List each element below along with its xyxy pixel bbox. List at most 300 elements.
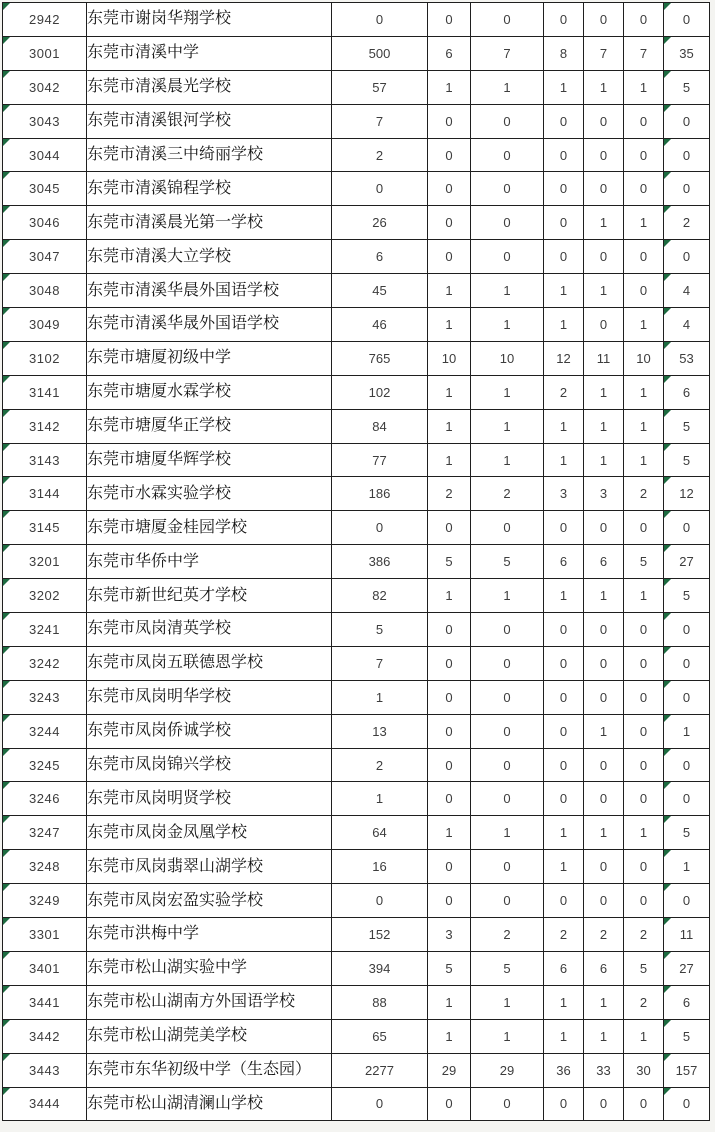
total-value-cell[interactable] — [664, 206, 710, 240]
value-cell[interactable] — [544, 850, 584, 884]
value-cell[interactable] — [332, 579, 428, 613]
school-name-cell[interactable] — [87, 104, 332, 138]
value-cell[interactable] — [428, 511, 471, 545]
value-cell[interactable] — [624, 579, 664, 613]
school-code-cell[interactable] — [3, 409, 87, 443]
total-value-cell[interactable] — [664, 985, 710, 1019]
value-cell[interactable] — [428, 748, 471, 782]
school-code-cell[interactable] — [3, 985, 87, 1019]
value-cell[interactable] — [624, 613, 664, 647]
school-name-cell[interactable] — [87, 680, 332, 714]
value-cell[interactable] — [544, 308, 584, 342]
value-text: 6 — [599, 960, 608, 976]
school-name-cell[interactable] — [87, 951, 332, 985]
school-name-cell[interactable] — [87, 850, 332, 884]
school-code-cell[interactable] — [3, 579, 87, 613]
school-code-cell[interactable] — [3, 3, 87, 37]
school-name-cell[interactable] — [87, 1087, 332, 1121]
value-cell[interactable] — [624, 816, 664, 850]
value-cell[interactable] — [332, 714, 428, 748]
value-cell[interactable] — [584, 850, 624, 884]
value-cell[interactable] — [624, 104, 664, 138]
total-value-cell[interactable] — [664, 477, 710, 511]
school-name-cell[interactable] — [87, 341, 332, 375]
value-cell[interactable] — [584, 36, 624, 70]
value-cell[interactable] — [471, 274, 544, 308]
school-code-cell[interactable] — [3, 1087, 87, 1121]
value-cell[interactable] — [471, 409, 544, 443]
value-cell[interactable] — [471, 36, 544, 70]
value-cell[interactable] — [624, 545, 664, 579]
school-code-cell[interactable] — [3, 375, 87, 409]
value-cell[interactable] — [428, 341, 471, 375]
school-name-cell[interactable] — [87, 409, 332, 443]
value-cell[interactable] — [584, 240, 624, 274]
school-code-cell[interactable] — [3, 680, 87, 714]
value-cell[interactable] — [624, 70, 664, 104]
value-cell[interactable] — [624, 850, 664, 884]
school-code-cell[interactable] — [3, 206, 87, 240]
value-cell[interactable] — [471, 1053, 544, 1087]
value-cell[interactable] — [584, 1019, 624, 1053]
value-cell[interactable] — [584, 274, 624, 308]
value-cell[interactable] — [332, 3, 428, 37]
school-code-cell[interactable] — [3, 1053, 87, 1087]
total-value-cell[interactable] — [664, 138, 710, 172]
value-cell[interactable] — [624, 36, 664, 70]
value-cell[interactable] — [428, 274, 471, 308]
value-cell[interactable] — [428, 240, 471, 274]
value-cell[interactable] — [544, 375, 584, 409]
school-name-cell[interactable] — [87, 477, 332, 511]
value-cell[interactable] — [544, 172, 584, 206]
value-cell[interactable] — [544, 511, 584, 545]
value-cell[interactable] — [471, 375, 544, 409]
total-value-cell[interactable] — [664, 274, 710, 308]
value-cell[interactable] — [428, 138, 471, 172]
value-cell[interactable] — [471, 172, 544, 206]
school-name-cell[interactable] — [87, 545, 332, 579]
value-cell[interactable] — [471, 680, 544, 714]
value-cell[interactable] — [428, 206, 471, 240]
value-cell[interactable] — [624, 1053, 664, 1087]
value-cell[interactable] — [332, 375, 428, 409]
school-name-cell[interactable] — [87, 816, 332, 850]
value-cell[interactable] — [428, 918, 471, 952]
value-cell[interactable] — [584, 545, 624, 579]
value-cell[interactable] — [544, 70, 584, 104]
value-cell[interactable] — [544, 1053, 584, 1087]
value-cell[interactable] — [584, 104, 624, 138]
value-cell[interactable] — [584, 782, 624, 816]
total-value-cell[interactable] — [664, 613, 710, 647]
value-cell[interactable] — [471, 816, 544, 850]
total-value-cell[interactable] — [664, 308, 710, 342]
value-cell[interactable] — [544, 918, 584, 952]
value-cell[interactable] — [428, 3, 471, 37]
value-cell[interactable] — [584, 884, 624, 918]
value-cell[interactable] — [584, 70, 624, 104]
school-name-cell[interactable] — [87, 1019, 332, 1053]
value-cell[interactable] — [544, 477, 584, 511]
value-cell[interactable] — [624, 3, 664, 37]
value-cell[interactable] — [584, 409, 624, 443]
value-cell[interactable] — [544, 579, 584, 613]
value-cell[interactable] — [624, 409, 664, 443]
school-code-cell[interactable] — [3, 951, 87, 985]
value-cell[interactable] — [332, 104, 428, 138]
total-value-cell[interactable] — [664, 104, 710, 138]
school-code-cell[interactable] — [3, 714, 87, 748]
value-cell[interactable] — [428, 714, 471, 748]
school-name-cell[interactable] — [87, 918, 332, 952]
value-cell[interactable] — [471, 714, 544, 748]
total-value-cell[interactable] — [664, 1053, 710, 1087]
total-value-cell[interactable] — [664, 782, 710, 816]
value-cell[interactable] — [428, 443, 471, 477]
school-code-cell[interactable] — [3, 918, 87, 952]
school-code-cell[interactable] — [3, 104, 87, 138]
value-cell[interactable] — [544, 816, 584, 850]
value-cell[interactable] — [428, 782, 471, 816]
value-cell[interactable] — [471, 1019, 544, 1053]
school-code-cell[interactable] — [3, 511, 87, 545]
school-name-cell[interactable] — [87, 985, 332, 1019]
total-value-cell[interactable] — [664, 816, 710, 850]
value-cell[interactable] — [584, 1053, 624, 1087]
value-cell[interactable] — [428, 409, 471, 443]
value-cell[interactable] — [332, 409, 428, 443]
value-cell[interactable] — [624, 951, 664, 985]
total-value-cell[interactable] — [664, 341, 710, 375]
value-cell[interactable] — [471, 951, 544, 985]
school-code-cell[interactable] — [3, 884, 87, 918]
value-cell[interactable] — [428, 545, 471, 579]
total-value-cell[interactable] — [664, 680, 710, 714]
school-code-cell[interactable] — [3, 240, 87, 274]
value-cell[interactable] — [624, 918, 664, 952]
value-cell[interactable] — [471, 70, 544, 104]
value-cell[interactable] — [584, 511, 624, 545]
value-cell[interactable] — [624, 443, 664, 477]
value-cell[interactable] — [332, 985, 428, 1019]
school-name-cell[interactable] — [87, 782, 332, 816]
value-cell[interactable] — [332, 36, 428, 70]
value-cell[interactable] — [584, 816, 624, 850]
value-cell[interactable] — [332, 782, 428, 816]
school-code-cell[interactable] — [3, 782, 87, 816]
value-cell[interactable] — [428, 477, 471, 511]
school-code-cell[interactable] — [3, 477, 87, 511]
value-cell[interactable] — [544, 748, 584, 782]
value-cell[interactable] — [471, 646, 544, 680]
value-cell[interactable] — [471, 613, 544, 647]
value-cell[interactable] — [584, 375, 624, 409]
value-cell[interactable] — [332, 443, 428, 477]
value-cell[interactable] — [584, 680, 624, 714]
value-cell[interactable] — [584, 748, 624, 782]
value-cell[interactable] — [584, 951, 624, 985]
value-cell[interactable] — [332, 511, 428, 545]
value-cell[interactable] — [428, 985, 471, 1019]
value-cell[interactable] — [584, 579, 624, 613]
school-code-cell[interactable] — [3, 1019, 87, 1053]
value-cell[interactable] — [584, 443, 624, 477]
school-name-cell[interactable] — [87, 884, 332, 918]
school-code-cell[interactable] — [3, 70, 87, 104]
total-value-cell[interactable] — [664, 884, 710, 918]
value-cell[interactable] — [544, 646, 584, 680]
value-cell[interactable] — [584, 172, 624, 206]
value-cell[interactable] — [624, 308, 664, 342]
value-cell[interactable] — [471, 782, 544, 816]
value-cell[interactable] — [584, 646, 624, 680]
value-cell[interactable] — [471, 3, 544, 37]
value-cell[interactable] — [332, 748, 428, 782]
value-cell[interactable] — [428, 816, 471, 850]
value-cell[interactable] — [584, 138, 624, 172]
value-cell[interactable] — [332, 341, 428, 375]
value-cell[interactable] — [544, 3, 584, 37]
value-cell[interactable] — [624, 1019, 664, 1053]
value-cell[interactable] — [544, 782, 584, 816]
value-cell[interactable] — [471, 206, 544, 240]
value-cell[interactable] — [428, 613, 471, 647]
school-code-cell[interactable] — [3, 274, 87, 308]
school-name-cell[interactable] — [87, 579, 332, 613]
value-cell[interactable] — [624, 138, 664, 172]
school-name-cell[interactable] — [87, 375, 332, 409]
value-cell[interactable] — [624, 714, 664, 748]
total-value-cell[interactable] — [664, 748, 710, 782]
school-code-cell[interactable] — [3, 308, 87, 342]
value-cell[interactable] — [544, 104, 584, 138]
value-cell[interactable] — [428, 104, 471, 138]
value-cell[interactable] — [332, 477, 428, 511]
school-name-cell[interactable] — [87, 1053, 332, 1087]
value-cell[interactable] — [471, 545, 544, 579]
total-value-cell[interactable] — [664, 545, 710, 579]
value-cell[interactable] — [332, 918, 428, 952]
value-cell[interactable] — [544, 36, 584, 70]
value-cell[interactable] — [332, 1019, 428, 1053]
value-cell[interactable] — [332, 951, 428, 985]
value-cell[interactable] — [428, 884, 471, 918]
value-cell[interactable] — [624, 985, 664, 1019]
school-code-cell[interactable] — [3, 816, 87, 850]
school-code-cell[interactable] — [3, 613, 87, 647]
school-code-cell[interactable] — [3, 748, 87, 782]
value-cell[interactable] — [471, 443, 544, 477]
value-cell[interactable] — [332, 1087, 428, 1121]
value-cell[interactable] — [624, 884, 664, 918]
value-cell[interactable] — [428, 172, 471, 206]
total-value-cell[interactable] — [664, 172, 710, 206]
value-cell[interactable] — [332, 172, 428, 206]
value-cell[interactable] — [471, 748, 544, 782]
school-name-cell[interactable] — [87, 138, 332, 172]
school-code-cell[interactable] — [3, 646, 87, 680]
value-cell[interactable] — [471, 850, 544, 884]
school-code-text: 3443 — [29, 1062, 60, 1078]
school-code-cell[interactable] — [3, 341, 87, 375]
school-code-cell[interactable] — [3, 138, 87, 172]
total-value-cell[interactable] — [664, 70, 710, 104]
value-cell[interactable] — [332, 206, 428, 240]
value-cell[interactable] — [624, 646, 664, 680]
school-code-cell[interactable] — [3, 850, 87, 884]
value-cell[interactable] — [544, 680, 584, 714]
school-name-cell[interactable] — [87, 240, 332, 274]
school-name-cell[interactable] — [87, 36, 332, 70]
value-cell[interactable] — [332, 613, 428, 647]
school-name-cell[interactable] — [87, 443, 332, 477]
total-value-cell[interactable] — [664, 240, 710, 274]
total-value-cell[interactable] — [664, 646, 710, 680]
value-cell[interactable] — [544, 138, 584, 172]
school-name-cell[interactable] — [87, 172, 332, 206]
value-cell[interactable] — [471, 579, 544, 613]
value-cell[interactable] — [544, 714, 584, 748]
value-cell[interactable] — [332, 240, 428, 274]
value-cell[interactable] — [471, 138, 544, 172]
total-value-cell[interactable] — [664, 714, 710, 748]
school-name-cell[interactable] — [87, 70, 332, 104]
value-cell[interactable] — [428, 36, 471, 70]
school-code-cell[interactable] — [3, 443, 87, 477]
value-cell[interactable] — [332, 70, 428, 104]
school-name-cell[interactable] — [87, 714, 332, 748]
value-cell[interactable] — [471, 511, 544, 545]
value-cell[interactable] — [544, 274, 584, 308]
value-cell[interactable] — [544, 884, 584, 918]
total-value-cell[interactable] — [664, 36, 710, 70]
school-name-cell[interactable] — [87, 511, 332, 545]
value-cell[interactable] — [584, 308, 624, 342]
value-cell[interactable] — [332, 138, 428, 172]
total-value-cell[interactable] — [664, 579, 710, 613]
school-name-cell[interactable] — [87, 274, 332, 308]
value-cell[interactable] — [584, 1087, 624, 1121]
value-cell[interactable] — [332, 850, 428, 884]
total-value-cell[interactable] — [664, 511, 710, 545]
value-cell[interactable] — [428, 375, 471, 409]
total-value-cell[interactable] — [664, 375, 710, 409]
value-cell[interactable] — [471, 240, 544, 274]
value-cell[interactable] — [584, 918, 624, 952]
value-cell[interactable] — [624, 341, 664, 375]
value-cell[interactable] — [332, 545, 428, 579]
value-cell[interactable] — [332, 816, 428, 850]
value-cell[interactable] — [428, 70, 471, 104]
value-cell[interactable] — [332, 884, 428, 918]
school-code-cell[interactable] — [3, 36, 87, 70]
total-value-cell[interactable] — [664, 918, 710, 952]
total-value-cell[interactable] — [664, 1019, 710, 1053]
value-cell[interactable] — [624, 748, 664, 782]
value-cell[interactable] — [428, 680, 471, 714]
value-cell[interactable] — [624, 172, 664, 206]
value-cell[interactable] — [624, 375, 664, 409]
value-cell[interactable] — [544, 613, 584, 647]
value-cell[interactable] — [428, 1087, 471, 1121]
value-cell[interactable] — [544, 206, 584, 240]
value-cell[interactable] — [624, 477, 664, 511]
value-cell[interactable] — [544, 409, 584, 443]
total-value-cell[interactable] — [664, 1087, 710, 1121]
school-code-cell[interactable] — [3, 172, 87, 206]
value-cell[interactable] — [624, 511, 664, 545]
value-cell[interactable] — [624, 274, 664, 308]
value-cell[interactable] — [332, 274, 428, 308]
total-value-cell[interactable] — [664, 409, 710, 443]
value-cell[interactable] — [544, 1087, 584, 1121]
value-cell[interactable] — [471, 1087, 544, 1121]
value-cell[interactable] — [544, 443, 584, 477]
school-name-cell[interactable] — [87, 748, 332, 782]
value-cell[interactable] — [471, 477, 544, 511]
value-cell[interactable] — [332, 646, 428, 680]
total-value-cell[interactable] — [664, 443, 710, 477]
value-cell[interactable] — [428, 579, 471, 613]
value-cell[interactable] — [471, 985, 544, 1019]
value-cell[interactable] — [544, 985, 584, 1019]
school-name-cell[interactable] — [87, 646, 332, 680]
school-name-cell[interactable] — [87, 308, 332, 342]
value-cell[interactable] — [584, 985, 624, 1019]
value-cell[interactable] — [471, 104, 544, 138]
total-value-cell[interactable] — [664, 3, 710, 37]
value-cell[interactable] — [584, 341, 624, 375]
school-name-cell[interactable] — [87, 3, 332, 37]
value-cell[interactable] — [428, 850, 471, 884]
value-cell[interactable] — [624, 680, 664, 714]
value-cell[interactable] — [428, 1019, 471, 1053]
value-cell[interactable] — [428, 951, 471, 985]
value-cell[interactable] — [332, 680, 428, 714]
value-cell[interactable] — [584, 613, 624, 647]
value-cell[interactable] — [584, 3, 624, 37]
school-code-cell[interactable] — [3, 545, 87, 579]
total-value-cell[interactable] — [664, 951, 710, 985]
value-cell[interactable] — [584, 714, 624, 748]
value-cell[interactable] — [332, 1053, 428, 1087]
school-name-cell[interactable] — [87, 613, 332, 647]
value-cell[interactable] — [471, 308, 544, 342]
total-value-cell[interactable] — [664, 850, 710, 884]
value-cell[interactable] — [428, 646, 471, 680]
value-cell[interactable] — [624, 240, 664, 274]
value-cell[interactable] — [332, 308, 428, 342]
value-cell[interactable] — [624, 1087, 664, 1121]
school-code-text: 3049 — [29, 316, 60, 332]
school-name-cell[interactable] — [87, 206, 332, 240]
value-cell[interactable] — [544, 545, 584, 579]
value-cell[interactable] — [624, 206, 664, 240]
value-cell[interactable] — [471, 918, 544, 952]
value-cell[interactable] — [544, 1019, 584, 1053]
value-cell[interactable] — [544, 951, 584, 985]
value-cell[interactable] — [471, 341, 544, 375]
value-cell[interactable] — [544, 240, 584, 274]
value-cell[interactable] — [471, 884, 544, 918]
value-cell[interactable] — [544, 341, 584, 375]
value-cell[interactable] — [584, 477, 624, 511]
value-cell[interactable] — [624, 782, 664, 816]
value-cell[interactable] — [428, 1053, 471, 1087]
value-cell[interactable] — [428, 308, 471, 342]
value-cell[interactable] — [584, 206, 624, 240]
